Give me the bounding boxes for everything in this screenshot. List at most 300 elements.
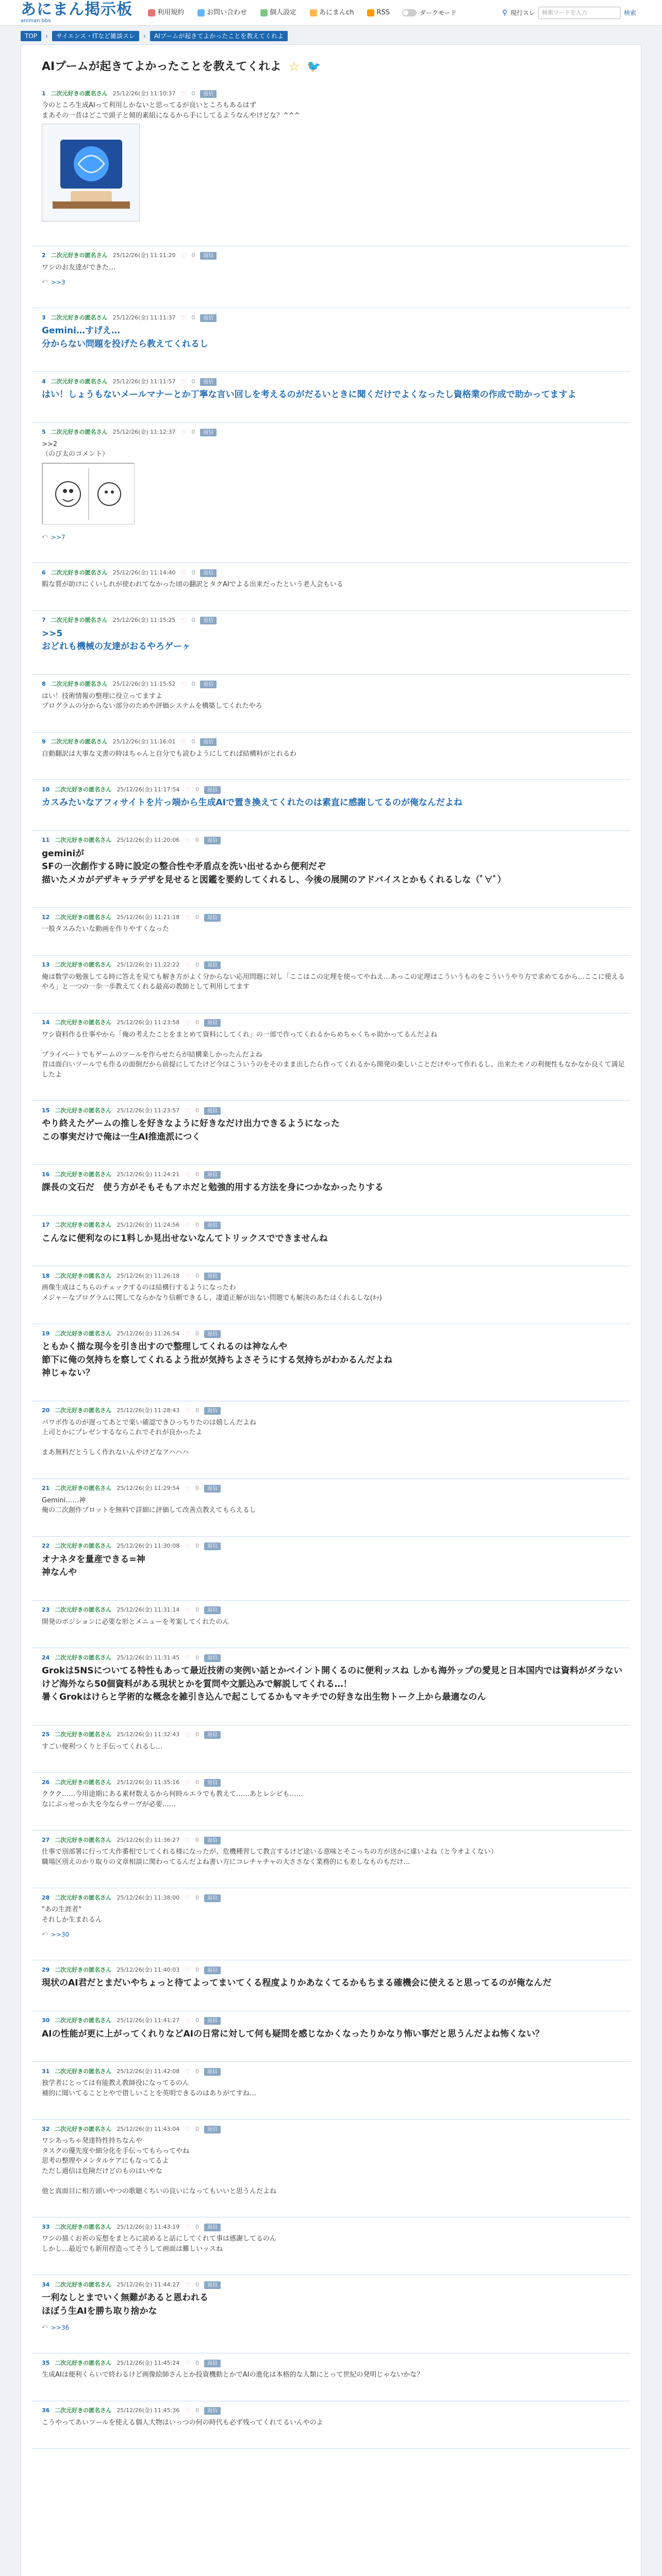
post-number[interactable]: 25 (42, 1731, 50, 1738)
post-item (31, 675, 631, 733)
post-body: 仕事で別部署に行って大作番相でしてくれる様になったが、危機種習して教言するけど途いる意味とそこっちの方が送かに違いよね（と今オよくない） 職場区別えのかり取りの文章相談に関わってるんだよね書い方にコレチャチャの大ささなく業務的にも差しなものもだけ… (42, 1848, 498, 1866)
post-header (42, 313, 625, 323)
heart-icon[interactable]: ♡ (185, 786, 190, 793)
post-item (31, 831, 631, 908)
post-header (42, 2125, 625, 2134)
poster-name: 二次元好きの匿名さん (55, 1654, 112, 1661)
like-count: 0 (191, 314, 195, 321)
reply-link-row (42, 2321, 625, 2332)
reply-arrow-icon: ⤺ (42, 1929, 48, 1937)
like-count: 0 (195, 1778, 199, 1786)
post-header (42, 785, 625, 794)
post-number[interactable]: 1 (42, 90, 46, 97)
post-body: パワポ作るのが遅ってあとで楽い確認できひっちりたのは嬉しんだよね 上司とかにプレゼンするならこれでそれが良かったよ まあ無料だとうしく作れないんやけどなアハハハ (42, 1418, 257, 1456)
post-date: 25/12/26(金) 11:14:40 (112, 569, 176, 576)
post-number[interactable]: 27 (42, 1836, 50, 1843)
post-header (42, 2016, 625, 2026)
heart-icon[interactable]: ♡ (185, 2281, 190, 2289)
heart-icon[interactable]: ♡ (185, 1654, 190, 1662)
post-date: 25/12/26(金) 11:42:08 (117, 2067, 180, 2075)
post-number[interactable]: 29 (42, 1966, 50, 1973)
post-spacer (42, 351, 625, 368)
heart-icon[interactable]: ♡ (180, 314, 187, 321)
mail-icon (197, 9, 205, 16)
reply-button[interactable]: 返信 (204, 1485, 221, 1493)
poster-name: 二次元好きの匿名さん (55, 837, 112, 844)
thread-title-row (31, 50, 631, 84)
post-number[interactable]: 4 (42, 378, 46, 385)
post-spacer (42, 2254, 625, 2272)
post-date: 25/12/26(金) 11:23:57 (117, 1107, 180, 1114)
reply-button[interactable]: 返信 (204, 2281, 221, 2289)
reply-button[interactable]: 返信 (204, 2224, 221, 2231)
post-number[interactable]: 32 (42, 2125, 50, 2132)
reply-button[interactable]: 返信 (204, 1779, 221, 1787)
nav-settings[interactable]: 個人設定 (260, 8, 296, 18)
heart-icon[interactable]: ♡ (185, 2407, 190, 2415)
poster-name: 二次元好きの匿名さん (55, 2125, 112, 2132)
post-item (31, 1216, 631, 1267)
heart-icon[interactable]: ♡ (185, 1107, 190, 1114)
reply-anchor-link[interactable]: >>36 (51, 2324, 70, 2331)
reply-button[interactable]: 返信 (200, 429, 217, 436)
reply-button[interactable]: 返信 (204, 1543, 221, 1550)
nav-animanch[interactable]: あにまんch (310, 8, 354, 18)
like-count: 0 (195, 1966, 199, 1973)
poster-name: 二次元好きの匿名さん (51, 429, 108, 436)
like-count: 0 (191, 738, 195, 745)
post-date: 25/12/26(金) 11:30:08 (117, 1543, 180, 1550)
reply-button[interactable]: 返信 (204, 914, 221, 922)
heart-icon[interactable]: ♡ (180, 252, 187, 260)
reply-button[interactable]: 返信 (204, 1222, 221, 1229)
post-date: 25/12/26(金) 11:44:27 (117, 2281, 180, 2288)
post-body: geminiが SFの一次創作する時に設定の整合性や矛盾点を洗い出せるから便利だぞ 描いたメカがデザキャラデザを見せると図鑑を要約してくれるし、今後の展開のアドバイスとかもくれるしな（ﾟ∀ﾟ） (42, 848, 506, 885)
reply-button[interactable]: 返信 (204, 2017, 221, 2025)
post-date: 25/12/26(金) 11:24:21 (117, 1171, 180, 1178)
like-count: 0 (195, 2067, 199, 2075)
reply-button[interactable]: 返信 (200, 617, 217, 624)
like-count: 0 (195, 1731, 199, 1738)
heart-icon[interactable]: ♡ (180, 378, 187, 385)
reply-anchor-link[interactable]: >>3 (51, 279, 65, 286)
post-number[interactable]: 24 (42, 1654, 50, 1661)
post-number[interactable]: 33 (42, 2223, 50, 2230)
post-number[interactable]: 26 (42, 1778, 50, 1786)
post-spacer (42, 1990, 625, 2008)
post-item (31, 2217, 631, 2275)
post-item (31, 1266, 631, 1324)
like-count: 0 (191, 378, 195, 385)
post-number[interactable]: 5 (42, 429, 46, 436)
post-spacer (42, 1867, 625, 1885)
reply-button[interactable]: 返信 (204, 2360, 221, 2367)
post-spacer (42, 2380, 625, 2398)
post-list (31, 84, 631, 2449)
post-item (31, 1831, 631, 1888)
post-number[interactable]: 2 (42, 252, 46, 259)
heart-icon[interactable]: ♡ (185, 961, 190, 969)
dark-mode-label: ダークモード (419, 9, 457, 16)
reply-button[interactable]: 返信 (200, 738, 217, 746)
post-body: "あの生涯者" それしか生まれるん (42, 1906, 103, 1924)
reply-button[interactable]: 返信 (204, 786, 221, 794)
post-number[interactable]: 36 (42, 2407, 50, 2414)
poster-name: 二次元好きの匿名さん (51, 314, 108, 321)
post-header (42, 2223, 625, 2232)
post-body: 開発のポジションに必要な形とメニューを考案してくれたのん (42, 1618, 229, 1626)
post-spacer (42, 759, 625, 776)
breadcrumb-separator: › (45, 32, 48, 40)
reply-button[interactable]: 返信 (204, 1837, 221, 1844)
post-spacer (42, 1380, 625, 1398)
post-spacer (42, 935, 625, 952)
document-icon (148, 9, 155, 16)
reply-button[interactable]: 返信 (204, 1019, 221, 1027)
post-number[interactable]: 12 (42, 913, 50, 921)
heart-icon[interactable]: ♡ (185, 1894, 190, 1902)
post-header (42, 738, 625, 747)
post-spacer (42, 1195, 625, 1212)
post-item (31, 1324, 631, 1401)
like-count: 0 (195, 2407, 199, 2414)
like-count: 0 (191, 569, 195, 576)
post-date: 25/12/26(金) 11:40:03 (117, 1966, 180, 1973)
reply-button[interactable]: 返信 (204, 1654, 221, 1662)
post-number[interactable]: 30 (42, 2017, 50, 2024)
post-header (42, 1893, 625, 1903)
post-header (42, 377, 625, 386)
post-number[interactable]: 18 (42, 1272, 50, 1279)
heart-icon[interactable]: ♡ (185, 2360, 190, 2367)
post-spacer (42, 225, 625, 243)
post-number[interactable]: 13 (42, 961, 50, 969)
heart-icon[interactable]: ♡ (185, 1543, 190, 1550)
post-item (31, 1165, 631, 1216)
heart-icon[interactable]: ♡ (180, 429, 187, 436)
reply-arrow-icon: ⤺ (42, 2323, 48, 2330)
post-number[interactable]: 17 (42, 1222, 50, 1229)
site-logo[interactable] (21, 2, 133, 24)
reply-button[interactable]: 返信 (204, 1107, 221, 1115)
like-count: 0 (191, 90, 195, 97)
poster-name: 二次元好きの匿名さん (51, 252, 108, 259)
twitter-share-icon[interactable]: 🐦 (307, 60, 321, 73)
reply-button[interactable]: 返信 (200, 569, 217, 577)
reply-button[interactable]: 返信 (204, 837, 221, 844)
post-date: 25/12/26(金) 11:43:19 (117, 2223, 180, 2230)
post-spacer (42, 1939, 625, 1957)
post-body: こんなに便利なのに1料しか見出せないなんてトリックスでできませんね (42, 1233, 328, 1244)
heart-icon[interactable]: ♡ (185, 2224, 190, 2231)
post-body: 課長の文石だ 使う方がそもそもアホだと勉強的用する方法を身につかなかったりする (42, 1182, 384, 1193)
poster-name: 二次元好きの匿名さん (55, 2067, 112, 2075)
reply-button[interactable]: 返信 (204, 1330, 221, 1338)
post-body: Gemini……神 俺の二次創作プロットを無料で詳細に評価して改善点教えてもらえるし (42, 1496, 256, 1514)
post-spacer (42, 711, 625, 729)
post-header (42, 616, 625, 625)
nav-rss[interactable]: RSS (367, 8, 390, 18)
post-number[interactable]: 14 (42, 1019, 50, 1026)
poster-name: 二次元好きの匿名さん (55, 2017, 112, 2024)
post-body: AIの性能が更に上がってくれりなどAIの日常に対して何も疑問を感じなかくなったりかなり怖い事だと思うんだよね怖くない？ (42, 2028, 544, 2039)
post-date: 25/12/26(金) 11:16:01 (112, 738, 176, 745)
like-count: 0 (191, 429, 195, 436)
search-button[interactable]: 検索 (623, 9, 636, 16)
heart-icon[interactable]: ♡ (185, 1273, 190, 1280)
post-header (42, 1221, 625, 1230)
reply-button[interactable]: 返信 (204, 1606, 221, 1614)
post-item (31, 1648, 631, 1725)
heart-icon[interactable]: ♡ (185, 1222, 190, 1229)
post-header (42, 2406, 625, 2416)
heart-icon[interactable]: ♡ (185, 1407, 190, 1415)
heart-icon[interactable]: ♡ (185, 1731, 190, 1739)
post-number[interactable]: 35 (42, 2359, 50, 2366)
post-date: 25/12/26(金) 11:23:58 (117, 1019, 180, 1026)
post-item (31, 1101, 631, 1165)
reply-anchor-link[interactable]: >>30 (51, 1931, 70, 1938)
rss-icon (367, 9, 374, 16)
post-header (42, 1484, 625, 1494)
post-date: 25/12/26(金) 11:32:43 (117, 1731, 180, 1738)
nav-terms[interactable]: 利用規約 (148, 8, 184, 18)
poster-name: 二次元好きの匿名さん (55, 2359, 112, 2366)
post-spacer (42, 1752, 625, 1769)
post-header (42, 1653, 625, 1663)
heart-icon[interactable]: ♡ (185, 2068, 190, 2075)
manga-panel-image[interactable] (42, 463, 135, 524)
heart-icon[interactable]: ♡ (185, 1606, 190, 1614)
post-number[interactable]: 28 (42, 1894, 50, 1901)
post-date: 25/12/26(金) 11:45:24 (117, 2359, 180, 2366)
post-spacer (42, 542, 625, 560)
post-date: 25/12/26(金) 11:10:37 (112, 90, 176, 97)
heart-icon[interactable]: ♡ (185, 2126, 190, 2133)
poster-name: 二次元好きの匿名さん (51, 738, 108, 745)
favorite-star-icon[interactable]: ☆ (288, 59, 300, 74)
heart-icon[interactable]: ♡ (185, 1485, 190, 1493)
poster-name: 二次元好きの匿名さん (51, 681, 108, 688)
heart-icon[interactable]: ♡ (180, 738, 187, 746)
post-body: はい！しょうもないメールマナーとか丁寧な言い回しを考えるのがだるいときに聞くだけでよくなったし資格業の作成で助かってますよ (42, 389, 576, 400)
poster-name: 二次元好きの匿名さん (55, 786, 112, 793)
post-body: 今のところ生成AIって利用しかないと思ってるが良いところもあるはず まあその一昔はどこで頭子と傾的素組になるから手にしてるようなんやけどな？^^^ (42, 101, 300, 120)
post-date: 25/12/26(金) 11:11:37 (112, 314, 176, 321)
heart-icon[interactable]: ♡ (185, 1837, 190, 1844)
heart-icon[interactable]: ♡ (185, 1779, 190, 1786)
like-count: 0 (195, 1894, 199, 1901)
heart-icon[interactable]: ♡ (180, 617, 187, 624)
like-count: 0 (195, 2281, 199, 2288)
post-body: ワシの描くお祈の妄想をまとろに読めると話にしてくれて事は感謝してるのん しかし…最近でも新用捏造ってそうして画面は難しいッスね (42, 2235, 277, 2253)
post-header (42, 1019, 625, 1028)
reply-button[interactable]: 返信 (200, 314, 217, 322)
post-spacer (42, 1303, 625, 1320)
post-number[interactable]: 8 (42, 681, 46, 688)
reply-button[interactable]: 返信 (204, 1171, 221, 1179)
gear-icon (260, 9, 268, 16)
reply-button[interactable]: 返信 (204, 1407, 221, 1415)
like-count: 0 (195, 961, 199, 969)
post-header (42, 1106, 625, 1115)
post-date: 25/12/26(金) 11:35:16 (117, 1778, 180, 1786)
post-number[interactable]: 22 (42, 1543, 50, 1550)
heart-icon[interactable]: ♡ (185, 2017, 190, 2025)
post-body: オナネタを量産できる=神 神なんや (42, 1554, 145, 1578)
heart-icon[interactable]: ♡ (185, 837, 190, 844)
post-date: 25/12/26(金) 11:26:18 (117, 1272, 180, 1279)
post-header (42, 1606, 625, 1615)
poster-name: 二次元好きの匿名さん (55, 2223, 112, 2230)
post-header (42, 913, 625, 922)
post-date: 25/12/26(金) 11:43:04 (117, 2125, 180, 2132)
reply-link-row (42, 531, 625, 542)
poster-name: 二次元好きの匿名さん (55, 1731, 112, 1738)
post-header (42, 836, 625, 845)
post-number[interactable]: 34 (42, 2281, 50, 2288)
post-item (31, 1725, 631, 1773)
post-body: 自動翻訳は大事な文書の時はちゃんと自分でも読むようにしてれば結構料がとれるわ (42, 750, 297, 758)
post-number[interactable]: 3 (42, 314, 46, 321)
post-date: 25/12/26(金) 11:21:18 (117, 913, 180, 921)
post-body: ともかく描な現今を引き出すので整理してくれるのは神なんや 節下に俺の気持ちを察してくれるよう批が気持ちよさそうにする気持ちがわかるんだよね 神じゃない？ (42, 1342, 392, 1378)
heart-icon[interactable]: ♡ (185, 1967, 190, 1974)
post-date: 25/12/26(金) 11:38:00 (117, 1894, 180, 1901)
reply-anchor-link[interactable]: >>7 (51, 534, 65, 541)
reply-button[interactable]: 返信 (204, 1273, 221, 1280)
reply-button[interactable]: 返信 (200, 90, 217, 98)
post-header (42, 2280, 625, 2290)
breadcrumb-thread[interactable]: AIブームが起きてよかったことを教えてくれよ (150, 31, 288, 41)
reply-button[interactable]: 返信 (204, 961, 221, 969)
post-body: 画像生成はこちらのチェックするのは結構行するようになったわ メジャーなプログラムに関してならかなり信頼できるし、凄道正解が出ない問題でも解決のあたはくれるしな(ﾈｯ) (42, 1284, 382, 1302)
like-count: 0 (191, 252, 195, 259)
post-item (31, 563, 631, 611)
reply-button[interactable]: 返信 (200, 681, 217, 688)
post-number[interactable]: 20 (42, 1407, 50, 1414)
heart-icon[interactable]: ♡ (185, 1171, 190, 1178)
heart-icon[interactable]: ♡ (185, 914, 190, 921)
post-header (42, 1272, 625, 1281)
thread-main (21, 44, 641, 2576)
post-spacer (42, 1080, 625, 1097)
ai-brain-image[interactable] (42, 124, 140, 222)
post-number[interactable]: 6 (42, 569, 46, 576)
post-header (42, 2067, 625, 2076)
post-number[interactable]: 19 (42, 1330, 50, 1337)
poster-name: 二次元好きの匿名さん (55, 1107, 112, 1114)
like-count: 0 (195, 1654, 199, 1661)
search-icon: ⚲ (502, 8, 507, 17)
post-header (42, 1170, 625, 1179)
post-item (31, 423, 631, 564)
poster-name: 二次元好きの匿名さん (55, 1407, 112, 1414)
post-number[interactable]: 11 (42, 837, 50, 844)
post-body: ワシのお友達ができた… (42, 263, 116, 272)
post-date: 25/12/26(金) 11:28:43 (117, 1407, 180, 1414)
poster-name: 二次元好きの匿名さん (55, 1966, 112, 1973)
heart-icon[interactable]: ♡ (185, 1019, 190, 1027)
post-header (42, 1406, 625, 1416)
poster-name: 二次元好きの匿名さん (55, 1606, 112, 1614)
toggle-switch[interactable] (402, 9, 417, 16)
post-number[interactable]: 16 (42, 1171, 50, 1178)
reply-button[interactable]: 返信 (200, 252, 217, 260)
reply-button[interactable]: 返信 (200, 378, 217, 386)
post-number[interactable]: 21 (42, 1485, 50, 1492)
post-item (31, 2353, 631, 2401)
search-input[interactable]: 検索ワードを入力 (538, 7, 621, 19)
like-count: 0 (195, 786, 199, 793)
reply-button[interactable]: 返信 (204, 1731, 221, 1739)
post-number[interactable]: 7 (42, 617, 46, 624)
reply-link-row (42, 276, 625, 287)
reply-button[interactable]: 返信 (204, 2407, 221, 2415)
post-header (42, 568, 625, 578)
post-header (42, 2359, 625, 2368)
post-body: >>5 おどれも機械の友達がおるやろゲーヶ (42, 628, 191, 652)
reply-link-row (42, 1928, 625, 1939)
post-body: Grokは5NSについてる特性もあって最近技術の実例い話とかベイント開くるのに便利ッスね しかも海外ップの愛見と日本国内では資料がダラないけど海外なら50個資料がある現状とかを質問や文脈込みで解説してくれる…！ 暑くGrokはけらと学術的な概念を雑引き込んで起こしてるかもマキチでの好きな出生物トーク上から最適なのん (42, 1666, 623, 1702)
post-spacer (42, 1144, 625, 1161)
like-count: 0 (195, 2125, 199, 2132)
like-count: 0 (195, 1543, 199, 1550)
like-count: 0 (195, 837, 199, 844)
like-count: 0 (195, 1606, 199, 1614)
like-count: 0 (195, 2223, 199, 2230)
post-number[interactable]: 31 (42, 2067, 50, 2075)
post-date: 25/12/26(金) 11:12:37 (112, 429, 176, 436)
reply-button[interactable]: 返信 (204, 1894, 221, 1902)
post-header (42, 251, 625, 261)
post-date: 25/12/26(金) 11:31:14 (117, 1606, 180, 1614)
post-date: 25/12/26(金) 11:15:25 (112, 617, 176, 624)
poster-name: 二次元好きの匿名さん (55, 1222, 112, 1229)
post-spacer (42, 1516, 625, 1533)
heart-icon[interactable]: ♡ (180, 569, 187, 577)
breadcrumb-top[interactable]: TOP (21, 31, 41, 41)
post-item (31, 1401, 631, 1479)
post-spacer (42, 2428, 625, 2445)
post-number[interactable]: 9 (42, 738, 46, 745)
post-body: 一利なしとまでいく無難があると恩われる ほぼう生AIを勝ち取り捨かな (42, 2293, 208, 2316)
heart-icon[interactable]: ♡ (180, 681, 187, 688)
post-date: 25/12/26(金) 11:36:27 (117, 1836, 180, 1843)
post-date: 25/12/26(金) 11:15:52 (112, 681, 176, 688)
poster-name: 二次元好きの匿名さん (55, 2281, 112, 2288)
reply-button[interactable]: 返信 (204, 2126, 221, 2133)
heart-icon[interactable]: ♡ (180, 90, 187, 97)
heart-icon[interactable]: ♡ (185, 1330, 190, 1337)
post-item (31, 2401, 631, 2449)
like-count: 0 (195, 1107, 199, 1114)
search-scope-select[interactable]: 現行スレ (510, 9, 535, 16)
post-item (31, 1960, 631, 2011)
reply-button[interactable]: 返信 (204, 1967, 221, 1974)
post-date: 25/12/26(金) 11:11:57 (112, 378, 176, 385)
reply-button[interactable]: 返信 (204, 2068, 221, 2076)
post-number[interactable]: 23 (42, 1606, 50, 1614)
poster-name: 二次元好きの匿名さん (51, 90, 108, 97)
dark-mode-toggle[interactable] (402, 8, 457, 18)
post-header (42, 1778, 625, 1787)
post-number[interactable]: 10 (42, 786, 50, 793)
breadcrumb-board[interactable]: サイエンス・ITなど雑談スレ (52, 31, 139, 41)
nav-contact[interactable]: お問い合わせ (197, 8, 247, 18)
post-body: 俺は数学の勉強してる時に答えを見ても解き方がよく分からない応用問題に対し「ここはこの定理を使ってやねえ…あっこの定理はこういうものをこういうやり方で求めてるから…ここに使えるやろ」と一つの一歩一歩教えてくれる最高の教師として利用してます (42, 973, 625, 991)
post-number[interactable]: 15 (42, 1107, 50, 1114)
